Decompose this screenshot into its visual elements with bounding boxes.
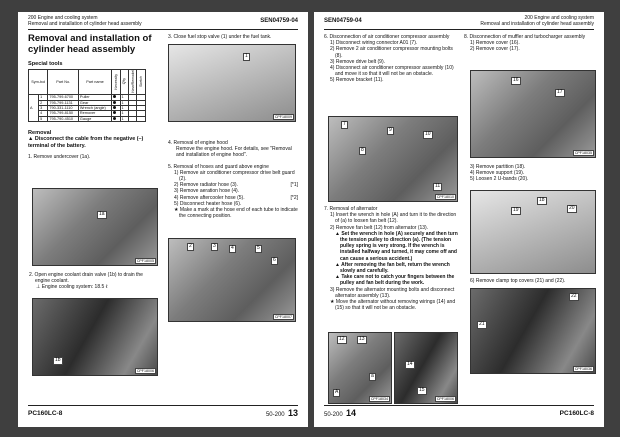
table-row: A 1 795-799-6700 Puller 1	[29, 95, 146, 100]
photo-compressor	[328, 116, 458, 202]
header-section	[28, 15, 142, 27]
step-8-item: 5) Loosen 2 U-bands (20).	[470, 176, 529, 183]
photo-caption: CPF18007	[274, 315, 292, 319]
photo-caption: CPF18006	[436, 397, 454, 401]
callout-a: a	[371, 373, 374, 379]
step-8-item: 6) Remove clamp top covers (21) and (22).	[470, 278, 566, 284]
warning-icon: ▲	[28, 136, 34, 143]
step-6-item: 3) Remove drive belt (9).	[330, 58, 386, 65]
th-qty: Q'ty	[122, 78, 127, 85]
left-column	[28, 34, 156, 160]
coolant-text: Engine cooling system: 18.5 ℓ	[41, 284, 108, 291]
callout-1a: 1a	[99, 211, 105, 217]
step-8-item: 3) Remove partition (18).	[470, 164, 526, 170]
tool-name: Puller	[78, 95, 111, 100]
removal-heading: Removal	[28, 130, 52, 137]
step-3: 3. Close fuel stop valve (1) under the fuel tank.	[168, 34, 272, 40]
step-5-note: ★ Make a mark at the hose end of each tube to indicate the connecting position.	[174, 207, 298, 220]
tool-part-no: 790-331-1110	[48, 106, 79, 111]
photo-alternator-wiring	[394, 332, 458, 404]
photo-clamp-covers	[470, 288, 596, 374]
tools-group: A	[29, 95, 39, 122]
table-row: 3 790-331-1110 Wrench (angle) 1	[29, 106, 146, 111]
step-6-item: 5) Remove bracket (11).	[330, 77, 384, 84]
th-sketch: Sketch	[139, 75, 144, 87]
necessity-dot	[113, 111, 116, 114]
header-chapter: 200 Engine and cooling system	[28, 15, 98, 21]
page-number	[324, 408, 356, 418]
warning-text: Take care not to catch your fingers between the pulley and fan belt during the work.	[340, 274, 455, 287]
step-4-title: 4. Removal of engine hood	[168, 140, 228, 146]
step-7-item: 2) Remove fan belt (12) from alternator (13).	[330, 224, 429, 231]
step-2-block	[28, 272, 156, 291]
step-7-note: ★ Move the alternator without removing wirings (14) and (15) so that it will not be an obstacle.	[330, 299, 456, 312]
step-5-ref: [*2]	[290, 194, 298, 201]
photo-caption: CPF18006	[136, 369, 154, 373]
step-5-item-text: 5) Disconnect heater hose (6).	[174, 200, 242, 207]
step-6-item: 2) Remove 2 air conditioner compressor mounting bolts (8).	[330, 46, 453, 59]
photo-caption: CPF18005	[136, 259, 154, 263]
th-part-no: Part No.	[48, 70, 79, 95]
necessity-dot	[113, 117, 116, 120]
step-5-item	[168, 170, 298, 182]
callout-15: 15	[419, 387, 425, 393]
necessity-dot	[113, 106, 116, 109]
doc-code: SEN04759-04	[324, 18, 362, 24]
photo-caption: CPF18036	[574, 367, 592, 371]
warning-text: Disconnect the cable from the negative (–) terminal of the battery.	[28, 136, 144, 149]
tool-num: 3	[39, 106, 48, 111]
callout-3: 3	[213, 243, 216, 249]
callout-16: 16	[513, 77, 519, 83]
step-6-item: 1) Disconnect wiring connector A01 (7).	[330, 40, 418, 47]
step-6-title: 6. Disconnection of air conditioner compressor assembly	[324, 34, 450, 40]
header-chapter: 200 Engine and cooling system	[524, 15, 594, 21]
callout-8: 8	[361, 147, 364, 153]
tool-num: 2	[39, 100, 48, 105]
photo-drain-valve	[32, 298, 158, 376]
tool-num: 5	[39, 116, 48, 121]
step-6-block	[324, 34, 456, 84]
callout-5: 5	[257, 245, 260, 251]
table-row: 5 795-790-4510 Gauge 1	[29, 116, 146, 121]
step-7-warning	[324, 231, 458, 262]
step-8-more	[464, 164, 594, 183]
step-8-title: 8. Disconnection of muffler and turbocharger assembly	[464, 34, 586, 40]
step-8-block	[464, 34, 594, 53]
th-necessity: Necessity	[113, 73, 118, 90]
callout-7: 7	[343, 121, 346, 127]
special-tools-table	[28, 69, 146, 122]
page-number-value: 14	[346, 408, 357, 418]
callout-1b: 1b	[55, 357, 61, 363]
coolant-capacity	[28, 284, 156, 290]
tool-name: Wrench (angle)	[78, 106, 111, 111]
coolant-icon: ⊥	[36, 284, 41, 291]
photo-alternator-diagram	[328, 332, 392, 404]
photo-undercover	[32, 188, 158, 266]
step-6-item: 4) Disconnect air conditioner compressor assembly (10) and move it so that it will not be an obstacle.	[330, 65, 454, 78]
warning-text: Set the wrench in hole (A) securely and then turn the tension pulley to direction (a). (The tension pulley spring is very strong. If the wrench is installed halfway and turned, it may come off and can cause a serious accident.)	[340, 230, 458, 262]
th-new-remodel: New/Remodel	[130, 70, 135, 93]
header-rule	[324, 29, 594, 30]
footer-rule	[28, 405, 298, 406]
page-title: Removal and installation of cylinder head assembly	[28, 33, 152, 55]
callout-2: 2	[189, 243, 192, 249]
step-7-warning	[324, 274, 458, 286]
step-7-title: 7. Removal of alternator	[324, 206, 378, 212]
step-2: 2. Open engine coolant drain valve (1b) to drain the engine coolant.	[29, 272, 143, 285]
callout-17: 17	[557, 89, 563, 95]
callout-21: 21	[479, 321, 485, 327]
special-tools-heading: Special tools	[28, 61, 63, 67]
photo-caption: CPF18009	[274, 115, 292, 119]
step-8-item: 4) Remove support (19).	[470, 170, 525, 177]
callout-20: 20	[569, 205, 575, 211]
th-symbol: Sym-bol	[29, 70, 48, 95]
callout-14: 14	[407, 361, 413, 367]
callout-A: A	[335, 389, 339, 395]
step-7-block	[324, 206, 458, 311]
step-5-ref: [*1]	[290, 182, 298, 189]
header-rule	[28, 29, 298, 30]
table-row: 4 795-799-8150 Remover 1	[29, 111, 146, 116]
doc-code: SEN04759-04	[260, 18, 298, 24]
callout-10: 10	[425, 131, 431, 137]
step-7-item: 1) Insert the wrench in hole (A) and turn it to the direction of (a) to loosen fan belt (12).	[330, 212, 457, 225]
photo-caption: CPF18034	[370, 397, 388, 401]
callout-9: 9	[389, 127, 392, 133]
photo-caption: CPF18035	[574, 151, 592, 155]
tool-part-no: 795-799-1131	[48, 100, 79, 105]
left-page	[18, 12, 308, 427]
callout-6: 6	[273, 257, 276, 263]
tool-name: Remover	[78, 111, 111, 116]
tool-name: Gauge	[78, 116, 111, 121]
warning-icon: ▲	[335, 274, 340, 281]
photo-partition	[470, 190, 596, 274]
step-7-warning	[324, 262, 458, 274]
callout-12: 12	[339, 336, 345, 342]
photo-covers	[470, 70, 596, 158]
step-1: 1. Remove undercover (1a).	[28, 154, 91, 161]
footer-model: PC160LC-8	[559, 410, 594, 417]
step-5-item-text: 2) Remove radiator hose (3).	[174, 182, 238, 189]
callout-19: 19	[513, 207, 519, 213]
step-5-item-text: 3) Remove aeration hose (4).	[174, 188, 240, 195]
tool-num: 1	[39, 95, 48, 100]
footer-model: PC160LC-8	[28, 410, 63, 417]
tool-num: 4	[39, 111, 48, 116]
callout-1: 1	[245, 53, 248, 59]
step-8-item: 1) Remove cover (16).	[470, 40, 520, 47]
tool-part-no: 795-790-4510	[48, 116, 79, 121]
tool-part-no: 795-799-8150	[48, 111, 79, 116]
step-4-5-block	[168, 140, 298, 219]
table-row: 2 795-799-1131 Gear 1	[29, 100, 146, 105]
page-section: 50-200	[324, 412, 343, 418]
th-part-name: Part name	[78, 70, 111, 95]
photo-hoses	[168, 238, 296, 322]
header-topic: Removal and installation of cylinder head assembly	[28, 21, 142, 27]
tool-part-no: 795-799-6700	[48, 95, 79, 100]
step-8-last	[464, 278, 594, 284]
warning-icon: ▲	[335, 230, 340, 237]
step-5-item-text: 1) Remove air conditioner compressor drive belt guard (2).	[174, 169, 295, 183]
step-5-title: 5. Removal of hoses and guard above engine	[168, 163, 269, 170]
necessity-dot	[113, 101, 116, 104]
photo-caption: CPF18010	[436, 195, 454, 199]
page-number	[266, 408, 298, 418]
step-8-item: 2) Remove cover (17).	[470, 46, 520, 53]
header-topic: Removal and installation of cylinder head assembly	[480, 21, 594, 27]
step-5-item-text: 4) Remove aftercooler hose (5).	[174, 194, 245, 201]
page-number-value: 13	[287, 408, 298, 418]
page-section: 50-200	[265, 412, 285, 418]
tool-name: Gear	[78, 100, 111, 105]
right-page	[314, 12, 604, 427]
callout-13: 13	[359, 336, 365, 342]
necessity-dot	[113, 95, 116, 98]
callout-11: 11	[435, 183, 441, 189]
step-7-item: 3) Remove the alternator mounting bolts and disconnect alternator assembly (13).	[330, 286, 455, 299]
callout-4: 4	[231, 245, 234, 251]
step-4-body: Remove the engine hood. For details, see "Removal and installation of engine hood".	[176, 146, 292, 159]
footer-rule	[324, 405, 594, 406]
photo-fuel-valve	[168, 44, 296, 122]
header-section	[480, 15, 594, 27]
warning-icon: ▲	[335, 261, 340, 268]
battery-warning	[28, 136, 156, 149]
callout-22: 22	[571, 293, 577, 299]
warning-text: After removing the fan belt, return the wrench slowly and carefully.	[340, 261, 450, 275]
callout-18: 18	[539, 197, 545, 203]
